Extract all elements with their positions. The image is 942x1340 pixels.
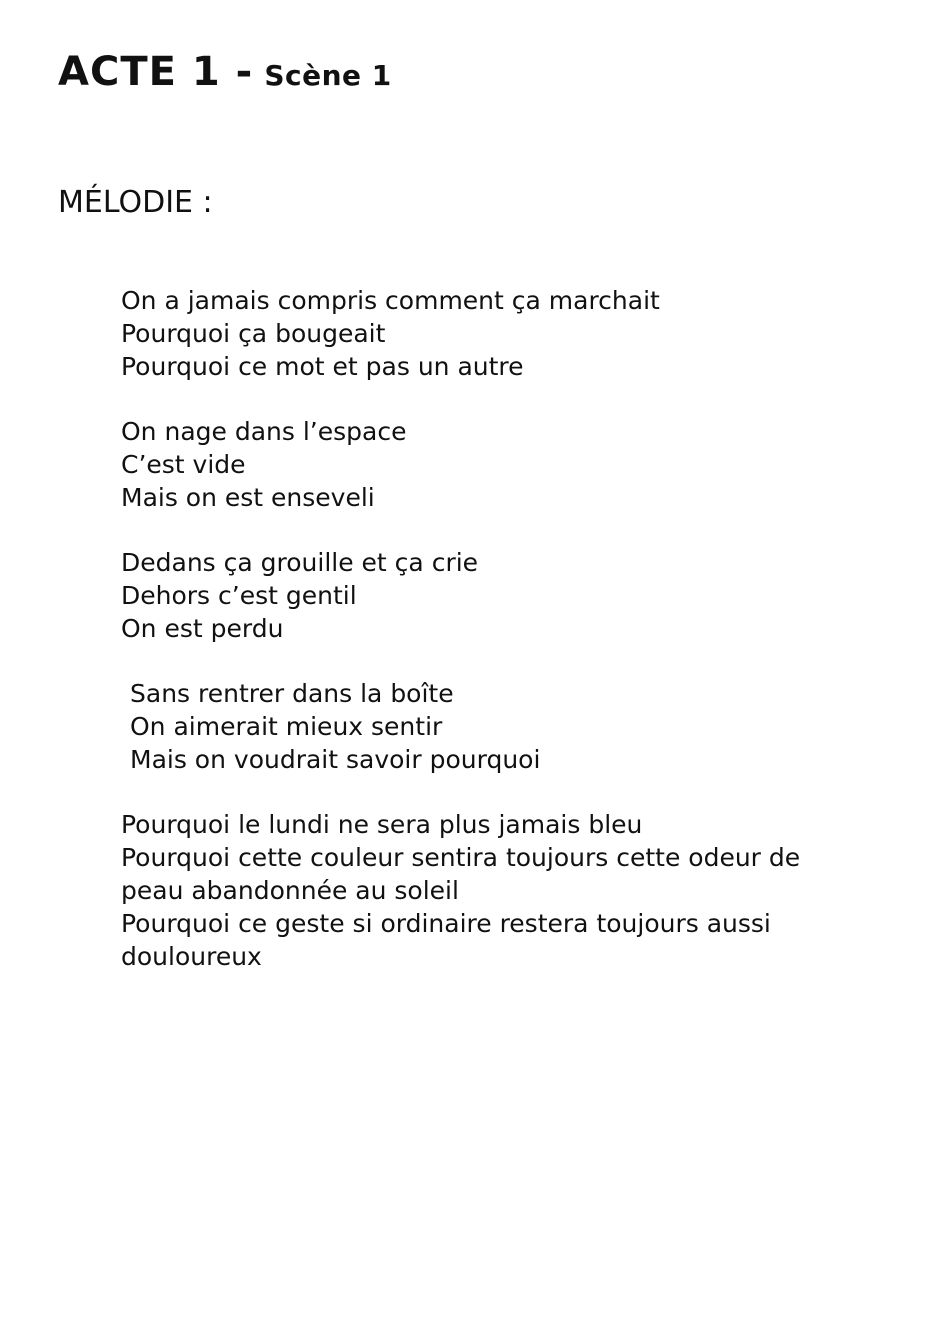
lyric-line: Mais on est enseveli (121, 483, 375, 512)
act-title: ACTE 1 - (58, 49, 254, 95)
lyric-line: Dehors c’est gentil (121, 581, 357, 610)
lyric-line: Sans rentrer dans la boîte (130, 679, 454, 708)
act-scene-heading (58, 49, 392, 95)
lyric-line: Pourquoi ce mot et pas un autre (121, 352, 524, 381)
lyric-line: On est perdu (121, 614, 284, 643)
lyric-line: C’est vide (121, 450, 246, 479)
section-title: MÉLODIE : (58, 185, 213, 220)
lyric-line: On aimerait mieux sentir (130, 712, 443, 741)
stanza-3 (121, 546, 841, 645)
lyric-line: Pourquoi cette couleur sentira toujours cette odeur de peau abandonnée au soleil (121, 843, 801, 905)
stanza-5 (121, 808, 841, 973)
stanza-4 (121, 677, 841, 776)
lyrics-body (121, 284, 841, 1005)
lyric-line: Pourquoi le lundi ne sera plus jamais bleu (121, 810, 643, 839)
lyric-line: Dedans ça grouille et ça crie (121, 548, 479, 577)
stanza-2 (121, 415, 841, 514)
lyric-line: Mais on voudrait savoir pourquoi (130, 745, 541, 774)
stanza-1 (121, 284, 841, 383)
lyric-line: On a jamais compris comment ça marchait (121, 286, 660, 315)
lyric-line: Pourquoi ce geste si ordinaire restera toujours aussi douloureux (121, 909, 771, 971)
lyric-line: On nage dans l’espace (121, 417, 407, 446)
scene-title: Scène 1 (264, 59, 392, 92)
lyric-line: Pourquoi ça bougeait (121, 319, 386, 348)
